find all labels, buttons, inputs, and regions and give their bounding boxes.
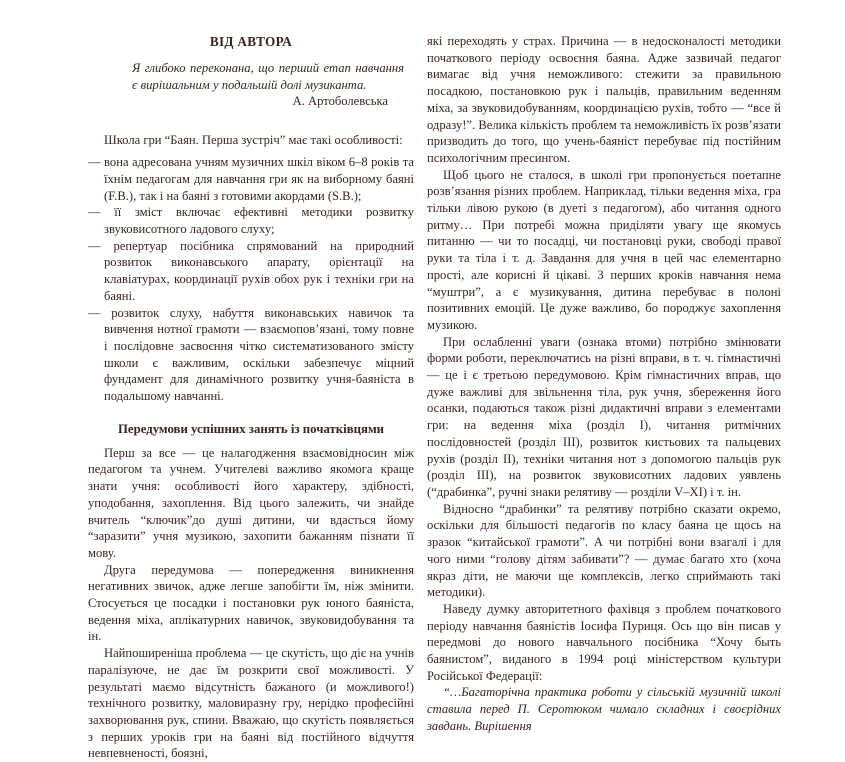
feature-bullet: — її зміст включає ефективні методики розвитку звуковисотного ладового слуху; — [88, 205, 414, 237]
section-title: ВІД АВТОРА — [209, 34, 293, 49]
body-paragraph: Друга передумова — попередження виникнення негативних звичок, адже легше запобігти їм, ніж змінити. Стосується це посадки і постановки рук юного баяніста, ведення міха, аплікатурних навичок, звуковидобування та ін. — [88, 562, 414, 644]
body-paragraph: При ослабленні уваги (ознака втоми) потрібно змінювати форми роботи, переключатись на різні вправи, в т. ч. гімнастичні — це і є третьою передумовою. Крім гімнастичних вправ, що дуже важливі для звільнення тіла, рук учня, збереження його осанки, подаються також різні дидактичні вправи з елементами гри: на ведення міха (розділ I), читання ритмічних послідовностей (розділ III), розвиток кистьових та пальцевих рухів (розділ II), техніки читання нот з допомогою пальців рук (розділ III), на розвиток звуковисотних ладових уявлень (“драбинка”, ручні знаки релятиву — розділи V–XI) і т. ін. — [427, 334, 781, 499]
body-paragraph: Щоб цього не сталося, в школі гри пропонується поетапне розв’язання різних проблем. Наприклад, тільки ведення міха, гра тільки лівою рукою (в дуеті з педагогом), або читання одного ритму… При потребі можна приділяти увагу ще якомусь питанню — чи то посадці, чи постановці руки, свободі правої руки та тіла і т. д. Завдання для учня в цей час елементарно прості, але корисні й цікаві. З перших кроків навчання нема “муштри”, а є музикування, дитина перебуває в полоні позитивних емоцій. Це дуже важливо, бо породжує захоплення музикою. — [427, 167, 781, 332]
epigraph: Я глибоко переконана, що перший етап навчання є вирішальним у подальшій долі музиканта. — [132, 61, 404, 92]
epigraph-author: А. Артоболевська — [292, 94, 388, 108]
subsection-title: Передумови успішних занять із початківцями — [117, 421, 385, 436]
feature-bullet: — розвиток слуху, набуття виконавських навичок та вивчення нотної грамоти — взаємопов’язані, тому повне і послідовне засвоєння чітко систематизованого змісту школи є важливим, оскільки забезпечує міцний фундамент для динамічного розвитку учня-баяніста в подальшому навчанні. — [88, 305, 414, 404]
feature-bullet: — вона адресована учням музичних шкіл віком 6–8 років та їхнім педагогам для навчання гри як на виборному баяні (F.B.), так і на баяні з готовими акордами (S.B.); — [88, 155, 414, 203]
intro-paragraph: Школа гри “Баян. Перша зустріч” має такі особливості: — [104, 132, 403, 147]
left-column — [88, 34, 414, 762]
right-column — [427, 33, 781, 735]
body-paragraph: Найпоширеніша проблема — це скутість, що діє на учнів паралізуюче, не дає їм розкрити свої можливості. У результаті маємо відсутність бажаного (и можливого!) технічного розвитку, маловиразну гру, нерідко професійні захворювання рук, спини. Вважаю, що скутість появляється з перших уроків гри на баяні від постійного відчуття невпевненості, боязні, — [88, 646, 414, 761]
body-paragraph: Відносно “драбинки” та релятиву потрібно сказати окремо, оскільки для більшості педагогів по класу баяна це щось на зразок “китайської грамоти”. А чи потрібні вони взагалі і для чого ними “голову дітям забивати”? — думає багато хто (хоча якраз діти, не маючи ще комплексів, легко сприймають такі методики). — [427, 501, 781, 600]
feature-bullet: — репертуар посібника спрямований на природний розвиток виконавського апарату, орієнтації на клавіатурах, координації рухів обох рук і техніки гри на баяні. — [88, 238, 414, 303]
body-paragraph: Наведу думку авторитетного фахівця з проблем початкового періоду навчання баяністів Іосифа Пуриця. Ось що він писав у передмові до нового навчального посібника “Хочу быть баянистом”, виданого в 1994 році міністерством культури Російської Федерації: — [427, 601, 781, 683]
quote-paragraph: “…Багаторічна практика роботи у сільській музичній школі ставила перед П. Серотюком чимало складних і своєрідних завдань. Вирішення — [427, 685, 781, 733]
body-paragraph: які переходять у страх. Причина — в недосконалості методики початкового періоду освоєння баяна. Адже зазвичай педагог вимагає від учня неможливого: стежити за правильною посадкою, постановкою рук і пальців, правильним веденням міха, за звуковидобуванням, координацією рухів, тобто — “все й одразу!”. Велика кількість проблем та неможливість їх розв’язати призводить до того, що учень-баяніст перебуває під постійним психологічним пресингом. — [427, 34, 781, 165]
body-paragraph: Перш за все — це налагодження взаємовідносин між педагогом та учнем. Учителеві важливо якомога краще знати учня: особливості його характеру, здібності, уподобання, захоплення. Від цього залежить, чи знайде вчитель “ключик”до душі дитини, чи вдасться йому “заразити” учня музикою, захопити бажанням пізнати її мову. — [88, 445, 414, 560]
